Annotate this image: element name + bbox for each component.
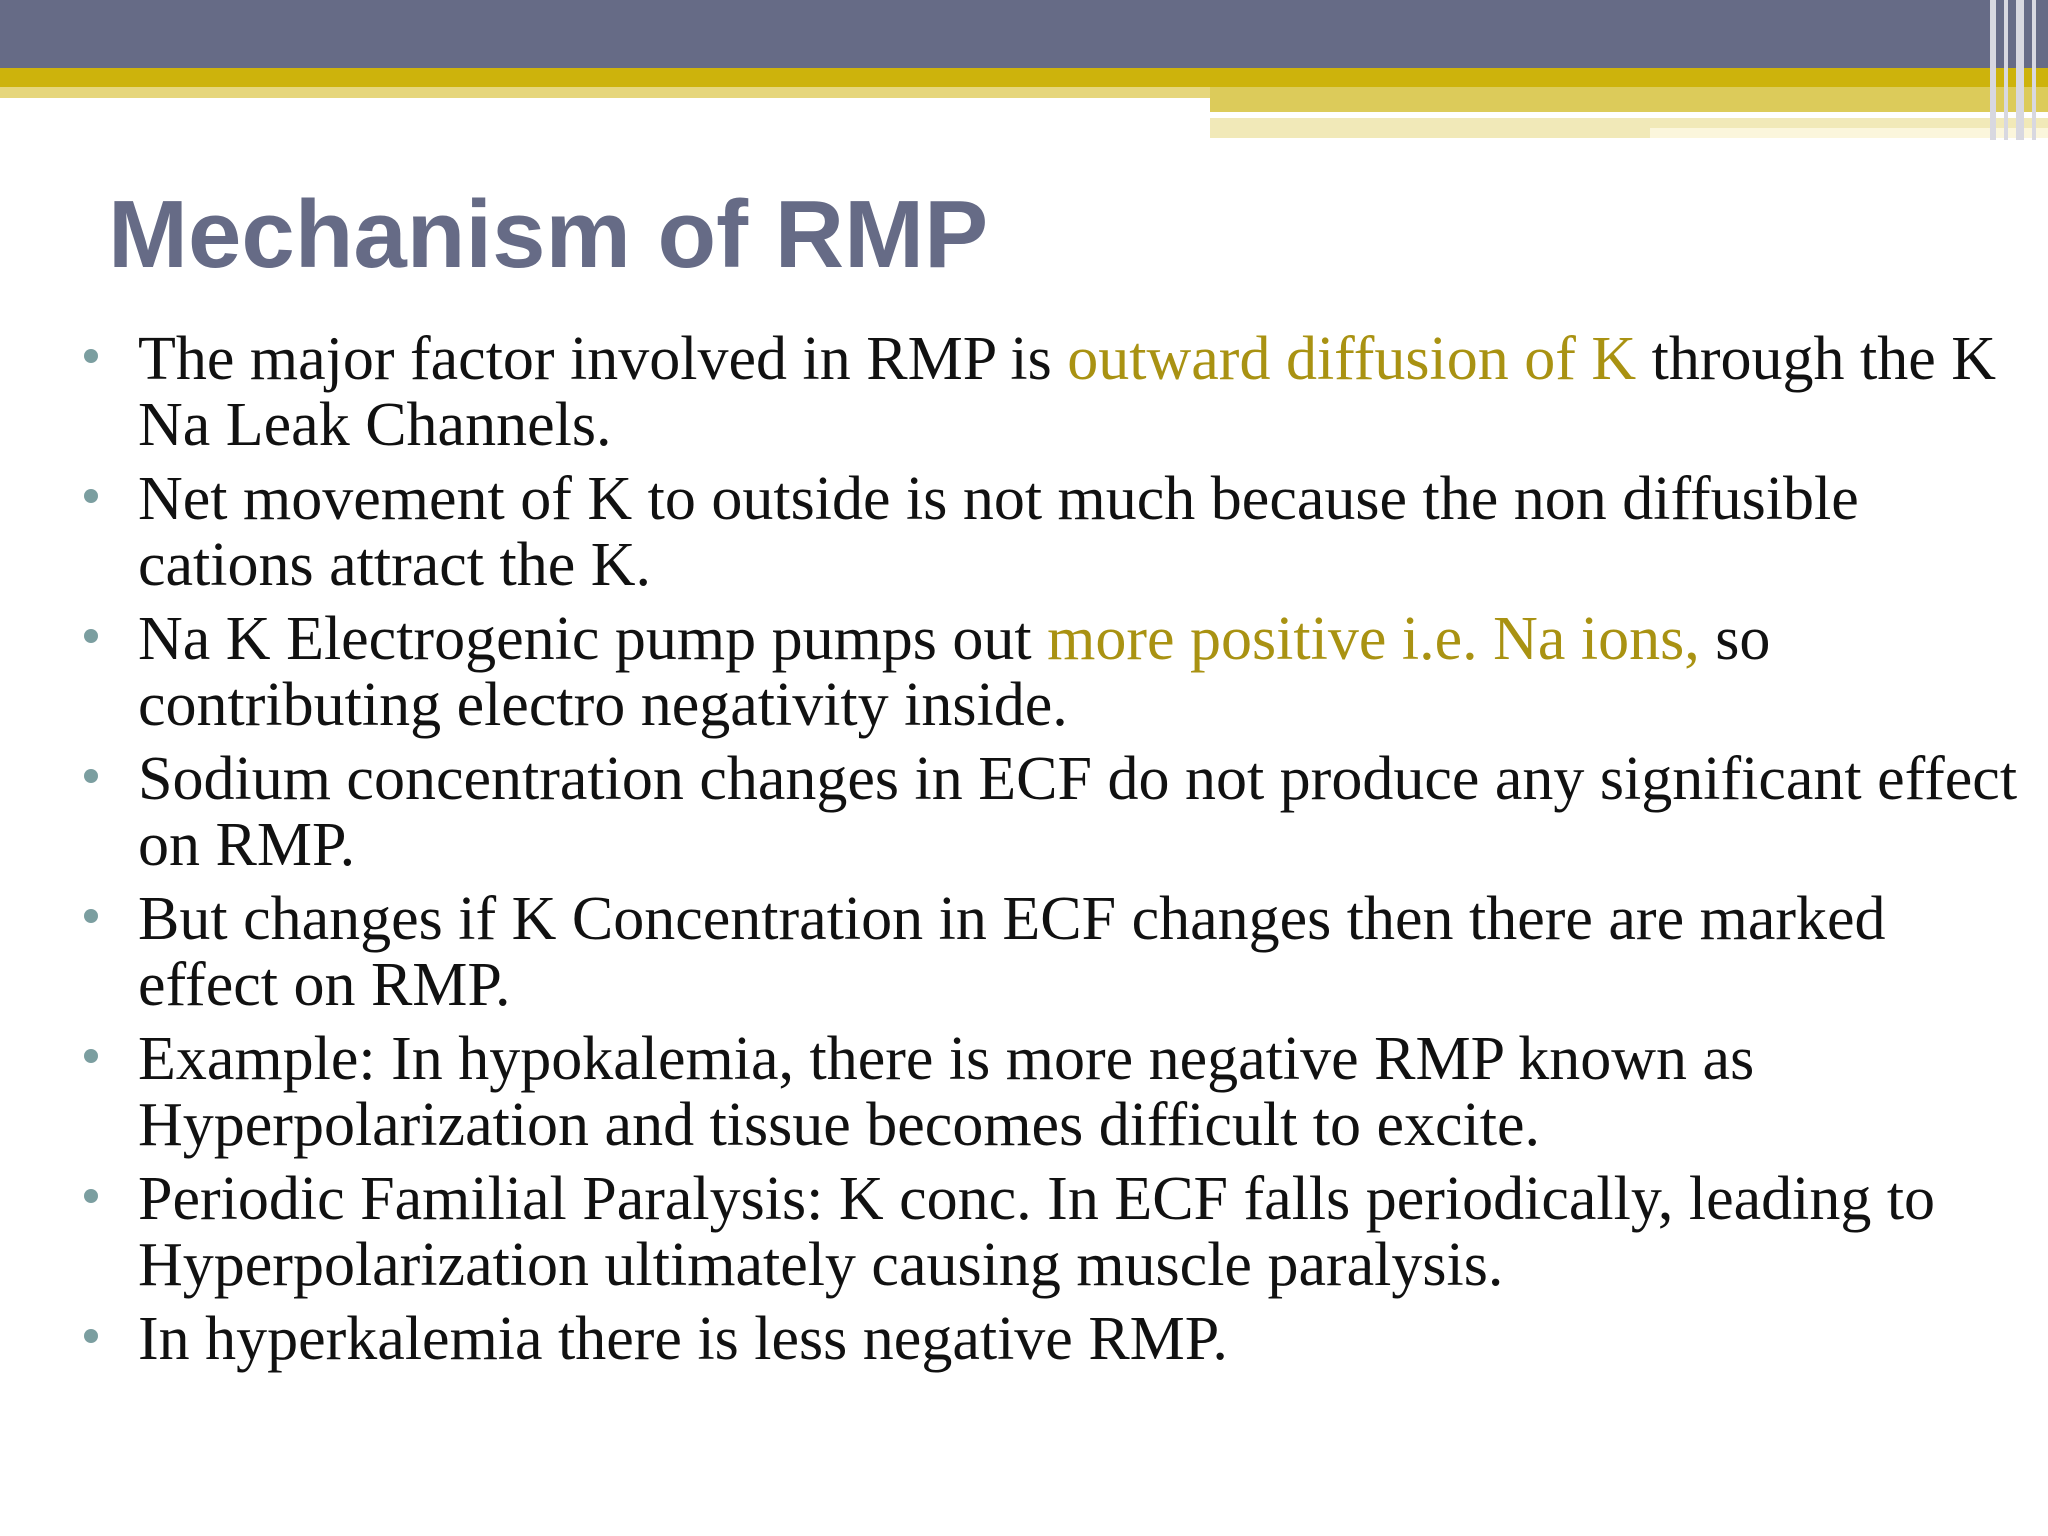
- bullet-dot: [84, 909, 98, 923]
- bullet-text: Sodium concentration changes in ECF do not produce any significant effect on RMP.: [138, 745, 2018, 879]
- header-band: [0, 0, 2048, 68]
- bullet-dot: [84, 1189, 98, 1203]
- header-gold-stripe-light: [0, 87, 1210, 98]
- bullet-dot: [84, 629, 98, 643]
- slide-title: Mechanism of RMP: [108, 181, 989, 288]
- bullet-item: [76, 1166, 2026, 1298]
- bullet-text: Example: In hypokalemia, there is more negative RMP known as Hyperpolarization and tissue becomes difficult to excite.: [138, 1025, 1755, 1159]
- bullet-highlight: more positive i.e. Na ions,: [1047, 605, 1700, 673]
- bullet-item: [76, 1026, 2026, 1158]
- bullet-highlight: outward diffusion of K: [1067, 325, 1637, 393]
- bullet-text: The major factor involved in RMP is: [138, 325, 1068, 393]
- bullet-dot: [84, 489, 98, 503]
- bullet-dot: [84, 349, 98, 363]
- bullet-list: [76, 326, 2026, 1380]
- bullet-item: [76, 326, 2026, 458]
- bullet-item: [76, 746, 2026, 878]
- bullet-text: Na K Electrogenic pump pumps out: [138, 605, 1048, 673]
- bullet-dot: [84, 1049, 98, 1063]
- bullet-text: But changes if K Concentration in ECF changes then there are marked effect on RMP.: [138, 885, 1886, 1019]
- bullet-item: [76, 1306, 2026, 1372]
- bullet-text-after: so contributing electro negativity inside.: [138, 605, 1771, 739]
- header-gold-stripe: [0, 68, 2048, 87]
- bullet-text: In hyperkalemia there is less negative RMP.: [138, 1305, 1228, 1373]
- bullet-text: Periodic Familial Paralysis: K conc. In ECF falls periodically, leading to Hyperpolarization ultimately causing muscle paralysis.: [138, 1165, 1936, 1299]
- bullet-text-after: through the K Na Leak Channels.: [138, 325, 1997, 459]
- bullet-dot: [84, 769, 98, 783]
- bullet-item: [76, 886, 2026, 1018]
- bullet-item: [76, 466, 2026, 598]
- edge-decoration: [1982, 0, 2048, 140]
- bullet-text: Net movement of K to outside is not much because the non diffusible cations attract the K.: [138, 465, 1859, 599]
- bullet-dot: [84, 1329, 98, 1343]
- header-gold-step: [1210, 87, 2048, 112]
- bullet-item: [76, 606, 2026, 738]
